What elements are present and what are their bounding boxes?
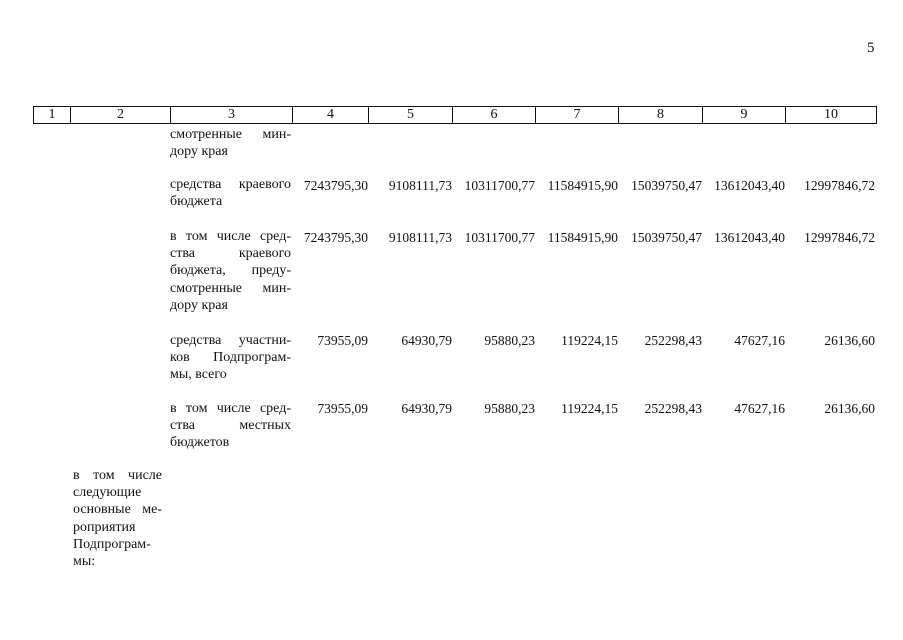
value-col-9: 13612043,40 bbox=[714, 178, 785, 193]
description-line: смотренные мин- bbox=[170, 280, 291, 296]
row-description bbox=[170, 332, 291, 384]
description-line: бюджетов bbox=[170, 435, 230, 451]
value-col-6: 95880,23 bbox=[484, 401, 535, 416]
description-line: бюджета bbox=[170, 194, 223, 210]
description-line: смотренные мин- bbox=[170, 127, 291, 142]
description-line: ства краевого bbox=[170, 246, 291, 262]
description-line: средства краевого bbox=[170, 177, 291, 192]
header-col-7: 7 bbox=[536, 107, 619, 124]
column-number-header bbox=[33, 106, 877, 124]
header-col-10: 10 bbox=[786, 107, 877, 124]
value-col-8: 15039750,47 bbox=[631, 230, 702, 245]
row-description bbox=[170, 228, 291, 314]
value-col-10: 12997846,72 bbox=[804, 230, 875, 245]
row-description bbox=[170, 400, 291, 452]
value-col-9: 47627,16 bbox=[734, 401, 785, 416]
value-col-6: 10311700,77 bbox=[464, 230, 535, 245]
note-line: основные ме- bbox=[73, 502, 162, 518]
note-line: роприятия bbox=[73, 519, 136, 535]
value-col-6: 95880,23 bbox=[484, 333, 535, 348]
note-line: Подпрограм- bbox=[73, 536, 151, 552]
header-col-6: 6 bbox=[453, 107, 536, 124]
value-col-10: 26136,60 bbox=[824, 401, 875, 416]
description-line: средства участни- bbox=[170, 333, 291, 348]
description-line: в том числе сред- bbox=[170, 229, 291, 244]
header-col-2: 2 bbox=[71, 107, 171, 124]
header-col-3: 3 bbox=[171, 107, 293, 124]
description-line: дору края bbox=[170, 144, 228, 160]
note-line: следующие bbox=[73, 485, 142, 501]
header-col-4: 4 bbox=[293, 107, 369, 124]
value-col-7: 11584915,90 bbox=[547, 230, 618, 245]
value-col-8: 15039750,47 bbox=[631, 178, 702, 193]
header-col-9: 9 bbox=[703, 107, 786, 124]
header-col-1: 1 bbox=[34, 107, 71, 124]
value-col-5: 9108111,73 bbox=[388, 178, 452, 193]
value-col-5: 9108111,73 bbox=[388, 230, 452, 245]
description-line: бюджета, преду- bbox=[170, 263, 291, 279]
description-line: ства местных bbox=[170, 418, 291, 434]
value-col-9: 13612043,40 bbox=[714, 230, 785, 245]
note-line: в том числе bbox=[73, 468, 162, 483]
value-col-5: 64930,79 bbox=[401, 401, 452, 416]
description-line: дору края bbox=[170, 297, 228, 313]
value-col-4: 7243795,30 bbox=[303, 178, 368, 193]
description-line: мы, всего bbox=[170, 367, 227, 383]
value-col-7: 11584915,90 bbox=[547, 178, 618, 193]
value-col-9: 47627,16 bbox=[734, 333, 785, 348]
value-col-6: 10311700,77 bbox=[464, 178, 535, 193]
value-col-7: 119224,15 bbox=[561, 333, 618, 348]
value-col-7: 119224,15 bbox=[561, 401, 618, 416]
header-col-8: 8 bbox=[619, 107, 703, 124]
description-line: ков Подпрограм- bbox=[170, 350, 291, 366]
note-line: мы: bbox=[73, 554, 96, 570]
header-col-5: 5 bbox=[369, 107, 453, 124]
measures-note bbox=[73, 467, 162, 570]
value-col-4: 7243795,30 bbox=[303, 230, 368, 245]
value-col-5: 64930,79 bbox=[401, 333, 452, 348]
value-col-8: 252298,43 bbox=[644, 401, 702, 416]
value-col-8: 252298,43 bbox=[644, 333, 702, 348]
description-line: в том числе сред- bbox=[170, 401, 291, 416]
value-col-10: 26136,60 bbox=[824, 333, 875, 348]
value-col-4: 73955,09 bbox=[317, 333, 368, 348]
row-description bbox=[170, 176, 291, 210]
page-number: 5 bbox=[867, 40, 875, 56]
row-description bbox=[170, 126, 291, 160]
value-col-4: 73955,09 bbox=[317, 401, 368, 416]
value-col-10: 12997846,72 bbox=[804, 178, 875, 193]
